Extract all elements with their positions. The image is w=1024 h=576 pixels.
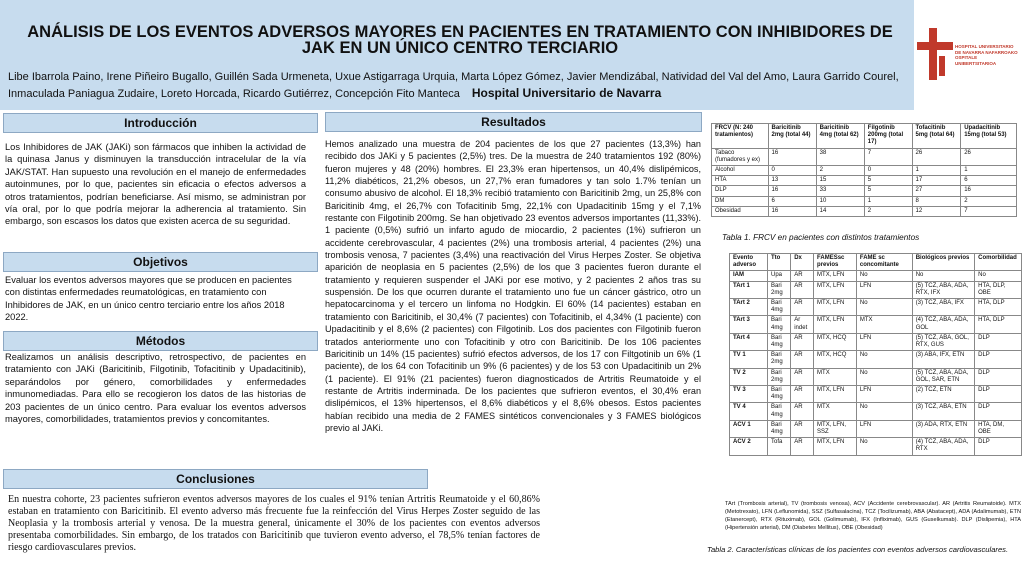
table-cell: AR bbox=[791, 420, 814, 437]
table-cell: DLP bbox=[712, 186, 769, 196]
objectives-heading: Objetivos bbox=[3, 252, 318, 272]
table-cell: 2 bbox=[816, 166, 864, 176]
table-cell: TV 1 bbox=[730, 351, 768, 368]
column-header: Tto bbox=[768, 254, 791, 271]
table-row bbox=[730, 281, 1022, 298]
table-cell: 26 bbox=[961, 148, 1017, 165]
table-cell: LFN bbox=[856, 386, 912, 403]
table-cell: Bari 4mg bbox=[768, 386, 791, 403]
table-row bbox=[712, 166, 1017, 176]
authors bbox=[8, 69, 908, 102]
results-heading: Resultados bbox=[325, 112, 702, 132]
table-cell: (5) TCZ, ABA, ADA, GOL, SAR, ETN bbox=[912, 368, 974, 385]
methods-text: Realizamos un análisis descriptivo, retrospectivo, de pacientes en tratamiento con JAKi (Baricitinib, Filgotinib, Tofacitinib y Upadacitinib), separándolos por género, comorbilidades y enfermedades inmunomediadas. Para ello se recogieron los datos de las historias de 203 pacientes de un único centro. Para evaluar los eventos adversos mayores, comorbilidades, tratamientos previos y concomitantes. bbox=[5, 352, 306, 425]
table-row bbox=[712, 186, 1017, 196]
table-cell: No bbox=[975, 271, 1022, 281]
column-header: Filgotinib 200mg (total 17) bbox=[864, 124, 912, 149]
table-cell: TV 2 bbox=[730, 368, 768, 385]
table-row bbox=[730, 420, 1022, 437]
table-cell: TArt 3 bbox=[730, 316, 768, 333]
table-cell: AR bbox=[791, 271, 814, 281]
table-cell: ACV 2 bbox=[730, 438, 768, 455]
column-header: Evento adverso bbox=[730, 254, 768, 271]
table-cell: 16 bbox=[768, 206, 816, 216]
table-cell: (4) TCZ, ABA, ADA, GOL bbox=[912, 316, 974, 333]
table-cell: Bari 4mg bbox=[768, 333, 791, 350]
authors-line-2 bbox=[8, 85, 908, 102]
hospital-logo bbox=[915, 26, 1020, 86]
column-header: Comorbilidad bbox=[975, 254, 1022, 271]
table-cell: HTA, DLP bbox=[975, 299, 1022, 316]
table-cell: IAM bbox=[730, 271, 768, 281]
table-cell: MTX, LFN bbox=[814, 386, 857, 403]
table-cell: Bari 2mg bbox=[768, 281, 791, 298]
table-cell: (2) TCZ, ETN bbox=[912, 386, 974, 403]
table-row bbox=[730, 299, 1022, 316]
table-cell: LFN bbox=[856, 420, 912, 437]
table-cell: 7 bbox=[864, 148, 912, 165]
results-text: Hemos analizado una muestra de 204 pacientes de los que 27 pacientes (13,3%) han recibido dos JAKi y 5 pacientes (2,5%) tres. De la muestra de 240 tratamientos 192 (80%) fueron mujeres y 48 (20%) hombres. El 23,3% eran hipertensos, un 40,4% dislipémicos, 11,2% diabéticos, 21,2% obesos, un 27,7% eran fumadores y tan solo 1.7% tenían un consumo abusivo de alcohol. El 18,3% recibió tratamiento con Baricitinib 2mg, un 25,8% con Baricitinib 4mg, el 26,7% con Tofacitinib 5mg, 22,1% con Upadacitinib 15mg y el 7,1% restante con Filgotinib 200mg. Se han objetivado 23 eventos adversos importantes (11,33%). 1 paciente (0,5%) sufrió un infarto agudo de miocardio, 2 pacientes (1%) sufrieron un accidente cerebrovascular, 4 pacientes (2%) una trombosis arterial, 4 pacientes (2%) una trombosis venosa, 7 pacientes (3,4%) una reactivación del Virus Herpes Zoster. Se objetiva aparición de neoplasia en 5 pacientes (2,5%) de los que 3 pacientes fueron durante el tratamiento y requieren suspender el JAKi por ese motivo, y 2 pacientes 2 años tras su suspensión. De los que ocurren durante el tratamiento uno fue un cáncer gástrico, otro un hepatocarcinoma y el tercero un linfoma no Hodgkin. El 60% (14 pacientes) estaban en tratamiento con Baricitinib, el 30,4% (7 pacientes) con Tofacitinib, el 4,34% (1 paciente) con Upadacitinib y el 8,6% (2 pacientes) con Filgotinib. Los dos pacientes con Filgotinib fueron tratados anteriormente uno con Tofacitinib y otro con Baricitinib. De los 106 pacientes Baricitinib un 14% (15 pacientes) sufrió efectos adversos, de los 17 con Filtgotinib un 6% (1 paciente), de los 64 con Tofacitinib un 9% (6 pacientes) y de los 53 con Upadacitinib un 2% (1 paciente). El 91% (21 pacientes) fueron diagnosticados de Artritis Reumatoide y el restante de Artritis inderminada. De los pacientes que sufrieron eventos, el 30,4% eran dislipémicos, el 13% hipertensos, el 8,6% diabéticos y el 8,6% obesos. Estos pacientes habían recibido una media de 2 FAMES sintéticos convencionales y 3 FAMES biológicos previo al JAKi. bbox=[325, 139, 701, 433]
table-row bbox=[730, 368, 1022, 385]
table-cell: MTX, LFN bbox=[814, 281, 857, 298]
table-cell: 10 bbox=[816, 196, 864, 206]
table-cell: (3) TCZ, ABA, ETN bbox=[912, 403, 974, 420]
table2-caption: Tabla 2. Características clínicas de los pacientes con eventos adversos cardiovasculares. bbox=[707, 545, 1009, 554]
table-cell: Bari 2mg bbox=[768, 368, 791, 385]
objectives-text: Evaluar los eventos adversos mayores que se producen en pacientes con distintas enfermedades reumatológicas, en tratamiento con Inhibidores de JAK, en un único centro terciario entre los años 2018 2022. bbox=[5, 275, 292, 323]
table-cell: DLP bbox=[975, 333, 1022, 350]
table-cell: 2 bbox=[864, 206, 912, 216]
table-header-row bbox=[712, 124, 1017, 149]
table-cell: 14 bbox=[816, 206, 864, 216]
table-cell: 15 bbox=[816, 176, 864, 186]
table-cell: Tabaco (fumadores y ex) bbox=[712, 148, 769, 165]
table-row bbox=[730, 438, 1022, 455]
table-cell: DLP bbox=[975, 368, 1022, 385]
authors-line-2-text: Inmaculada Paniagua Zudaire, Loreto Horcada, Ricardo Gutiérrez, Concepción Fito Manteca bbox=[8, 88, 460, 100]
table-cell: DLP bbox=[975, 386, 1022, 403]
table-cell: 16 bbox=[961, 186, 1017, 196]
authors-line-1: Libe Ibarrola Paino, Irene Piñeiro Bugallo, Guillén Sada Urmeneta, Uxue Astigarraga Urquia, Marta López Gómez, Javier Mendizábal, Natividad del Val del Amo, Laura Garrido Courel, bbox=[8, 71, 899, 83]
table-cell: MTX, LFN bbox=[814, 316, 857, 333]
conclusions-heading: Conclusiones bbox=[3, 469, 428, 489]
table-cell: AR bbox=[791, 281, 814, 298]
hospital-cross-icon bbox=[917, 28, 953, 80]
table-cell: HTA, DLP bbox=[975, 316, 1022, 333]
table-row bbox=[712, 176, 1017, 186]
table-cell: MTX, HCQ bbox=[814, 351, 857, 368]
table-cell: 2 bbox=[961, 196, 1017, 206]
table-row bbox=[712, 148, 1017, 165]
table-cell: 1 bbox=[961, 166, 1017, 176]
table-cell: 0 bbox=[768, 166, 816, 176]
table-row bbox=[712, 196, 1017, 206]
table2-abbreviations: TArt (Trombosis arterial), TV (trombosis venosa), ACV (Accidente cerebrovascular). AR (Artritis Reumatoide). MTX (Metotrexato), LFN (Leflunomida), SSZ (Sulfasalacina), TCZ (Tocilizumab), ABA (Abatacept), ADA (Adalimumab), ETN (Etanercept), RTX (Rituximab), GOL (Golimumab), IFX (Infliximab), GUS (Guselkumab). DLP (Dislipemia), HTA (Hipertensión arterial), DM (Diabetes Mellitus), OBE (Obesidad) bbox=[725, 501, 1021, 531]
table-cell: Bari 4mg bbox=[768, 299, 791, 316]
table-cell: (3) ADA, RTX, ETN bbox=[912, 420, 974, 437]
table-cell: (5) TCZ, ABA, ADA, RTX, IFX bbox=[912, 281, 974, 298]
hospital-name: Hospital Universitario de Navarra bbox=[471, 86, 662, 100]
table-cell: AR bbox=[791, 368, 814, 385]
table-cell: Obesidad bbox=[712, 206, 769, 216]
table-cell: Bari 4mg bbox=[768, 316, 791, 333]
column-header: Tofacitinib 5mg (total 64) bbox=[912, 124, 961, 149]
table-cell: MTX, LFN bbox=[814, 299, 857, 316]
table-row bbox=[730, 333, 1022, 350]
column-header: Baricitinib 4mg (total 62) bbox=[816, 124, 864, 149]
column-header: Baricitinib 2mg (total 44) bbox=[768, 124, 816, 149]
table-cell: 17 bbox=[912, 176, 961, 186]
table-cell: 0 bbox=[864, 166, 912, 176]
table-cell: 27 bbox=[912, 186, 961, 196]
table-cell: DLP bbox=[975, 351, 1022, 368]
table-cell: TArt 1 bbox=[730, 281, 768, 298]
table-cell: 1 bbox=[912, 166, 961, 176]
table-header-row bbox=[730, 254, 1022, 271]
methods-heading: Métodos bbox=[3, 331, 318, 351]
table-cell: 16 bbox=[768, 148, 816, 165]
table-cell: MTX bbox=[814, 403, 857, 420]
table-row bbox=[730, 316, 1022, 333]
table-row bbox=[730, 386, 1022, 403]
table-cell: LFN bbox=[856, 333, 912, 350]
table-cell: AR bbox=[791, 299, 814, 316]
table-cell: TArt 4 bbox=[730, 333, 768, 350]
table-cell: No bbox=[856, 368, 912, 385]
table-cell: Bari 2mg bbox=[768, 351, 791, 368]
table-cell: No bbox=[856, 403, 912, 420]
table-cell: No bbox=[912, 271, 974, 281]
table-cell: MTX bbox=[814, 368, 857, 385]
table-cell: MTX, LFN bbox=[814, 438, 857, 455]
table-row bbox=[712, 206, 1017, 216]
table-cell: 5 bbox=[864, 186, 912, 196]
column-header: Dx bbox=[791, 254, 814, 271]
table-cell: TArt 2 bbox=[730, 299, 768, 316]
table-frcv bbox=[711, 123, 1017, 217]
table-cell: (3) ABA, IFX, ETN bbox=[912, 351, 974, 368]
table-cell: 5 bbox=[864, 176, 912, 186]
table-cell: AR bbox=[791, 351, 814, 368]
table-cell: 12 bbox=[912, 206, 961, 216]
table-cell: Ar indet bbox=[791, 316, 814, 333]
column-header: FAME sc concomitante bbox=[856, 254, 912, 271]
table-cell: HTA, DLP, OBE bbox=[975, 281, 1022, 298]
table-cell: TV 3 bbox=[730, 386, 768, 403]
table-cell: MTX, LFN bbox=[814, 271, 857, 281]
table-cell: TV 4 bbox=[730, 403, 768, 420]
table-cell: 1 bbox=[864, 196, 912, 206]
table-cell: Bari 4mg bbox=[768, 403, 791, 420]
table-cell: HTA bbox=[712, 176, 769, 186]
table-cell: 26 bbox=[912, 148, 961, 165]
table-cell: MTX bbox=[856, 316, 912, 333]
table-cell: 6 bbox=[961, 176, 1017, 186]
table-row bbox=[730, 351, 1022, 368]
column-header: Upadacitinib 15mg (total 53) bbox=[961, 124, 1017, 149]
table-cell: (3) TCZ, ABA, IFX bbox=[912, 299, 974, 316]
table-cell: DLP bbox=[975, 438, 1022, 455]
table-cell: (4) TCZ, ABA, ADA, RTX bbox=[912, 438, 974, 455]
table-cell: 16 bbox=[768, 186, 816, 196]
table-cell: 38 bbox=[816, 148, 864, 165]
table-cell: HTA, DM, OBE bbox=[975, 420, 1022, 437]
table1-caption: Tabla 1. FRCV en pacientes con distintos tratamientos bbox=[722, 233, 920, 242]
table-cell: No bbox=[856, 438, 912, 455]
table-cell: DM bbox=[712, 196, 769, 206]
table-cell: 13 bbox=[768, 176, 816, 186]
table-eventos bbox=[729, 253, 1022, 456]
table-cell: AR bbox=[791, 386, 814, 403]
table-cell: ACV 1 bbox=[730, 420, 768, 437]
table-cell: MTX, HCQ bbox=[814, 333, 857, 350]
table-cell: No bbox=[856, 271, 912, 281]
table-cell: 33 bbox=[816, 186, 864, 196]
intro-heading: Introducción bbox=[3, 113, 318, 133]
table-cell: AR bbox=[791, 403, 814, 420]
table-cell: Alcohol bbox=[712, 166, 769, 176]
table-row bbox=[730, 403, 1022, 420]
table-cell: 7 bbox=[961, 206, 1017, 216]
table-cell: LFN bbox=[856, 281, 912, 298]
table-cell: Tofa bbox=[768, 438, 791, 455]
table-cell: Upa bbox=[768, 271, 791, 281]
table-row bbox=[730, 271, 1022, 281]
column-header: FRCV (N: 240 tratamientos) bbox=[712, 124, 769, 149]
table-cell: DLP bbox=[975, 403, 1022, 420]
intro-text: Los Inhibidores de JAK (JAKi) son fármacos que inhiben la actividad de la quinasa Janus y disminuyen la transducción intracelular de la vía JAK/STAT. Han supuesto una revolución en el manejo de enfermedades autoinmunes, por lo que, pacientes sin eficacia o efectos adversos a otros tratamientos, podrían beneficiarse. Así mismo, se administran por vía oral, por lo que podría mejorar la adherencia al tratamiento. Sin embargo, son escasos los datos que existen acerca de su seguridad. bbox=[5, 142, 306, 227]
conclusions-text: En nuestra cohorte, 23 pacientes sufrieron eventos adversos mayores de los cuales el 91% tenían Artritis Reumatoide y el 60,86% estaban en tratamiento con Baricitinib. El evento adverso más frecuente fue la reinfección del Virus Herpes Zoster seguido de las Neoplasia y la trombosis arterial y venosa. De la muestra general, únicamente el 30% de los pacientes con eventos adversos presentaba comorbilidades. Sin embargo, de los tratados con Baricitinib que tuvieron evento adverso, el 78,5% tenían factores de riesgo cardiovasculares previos. bbox=[8, 494, 540, 553]
column-header: Biológicos previos bbox=[912, 254, 974, 271]
table-cell: AR bbox=[791, 333, 814, 350]
table-cell: 8 bbox=[912, 196, 961, 206]
table-cell: Bari 4mg bbox=[768, 420, 791, 437]
logo-text: HOSPITAL UNIVERSITARIO DE NAVARRA NAFARROAKO OSPITALE UNIBERTSITARIOA bbox=[955, 44, 1018, 66]
table-cell: MTX, LFN, SSZ bbox=[814, 420, 857, 437]
table-cell: No bbox=[856, 351, 912, 368]
table-cell: No bbox=[856, 299, 912, 316]
column-header: FAMESsc previos bbox=[814, 254, 857, 271]
table-cell: AR bbox=[791, 438, 814, 455]
poster-title: ANÁLISIS DE LOS EVENTOS ADVERSOS MAYORES EN PACIENTES EN TRATAMIENTO CON INHIBIDORES DE JAK EN UN ÚNICO CENTRO TERCIARIO bbox=[27, 23, 893, 57]
table-cell: 6 bbox=[768, 196, 816, 206]
table-cell: (5) TCZ, ABA, GOL, RTX, GUS bbox=[912, 333, 974, 350]
